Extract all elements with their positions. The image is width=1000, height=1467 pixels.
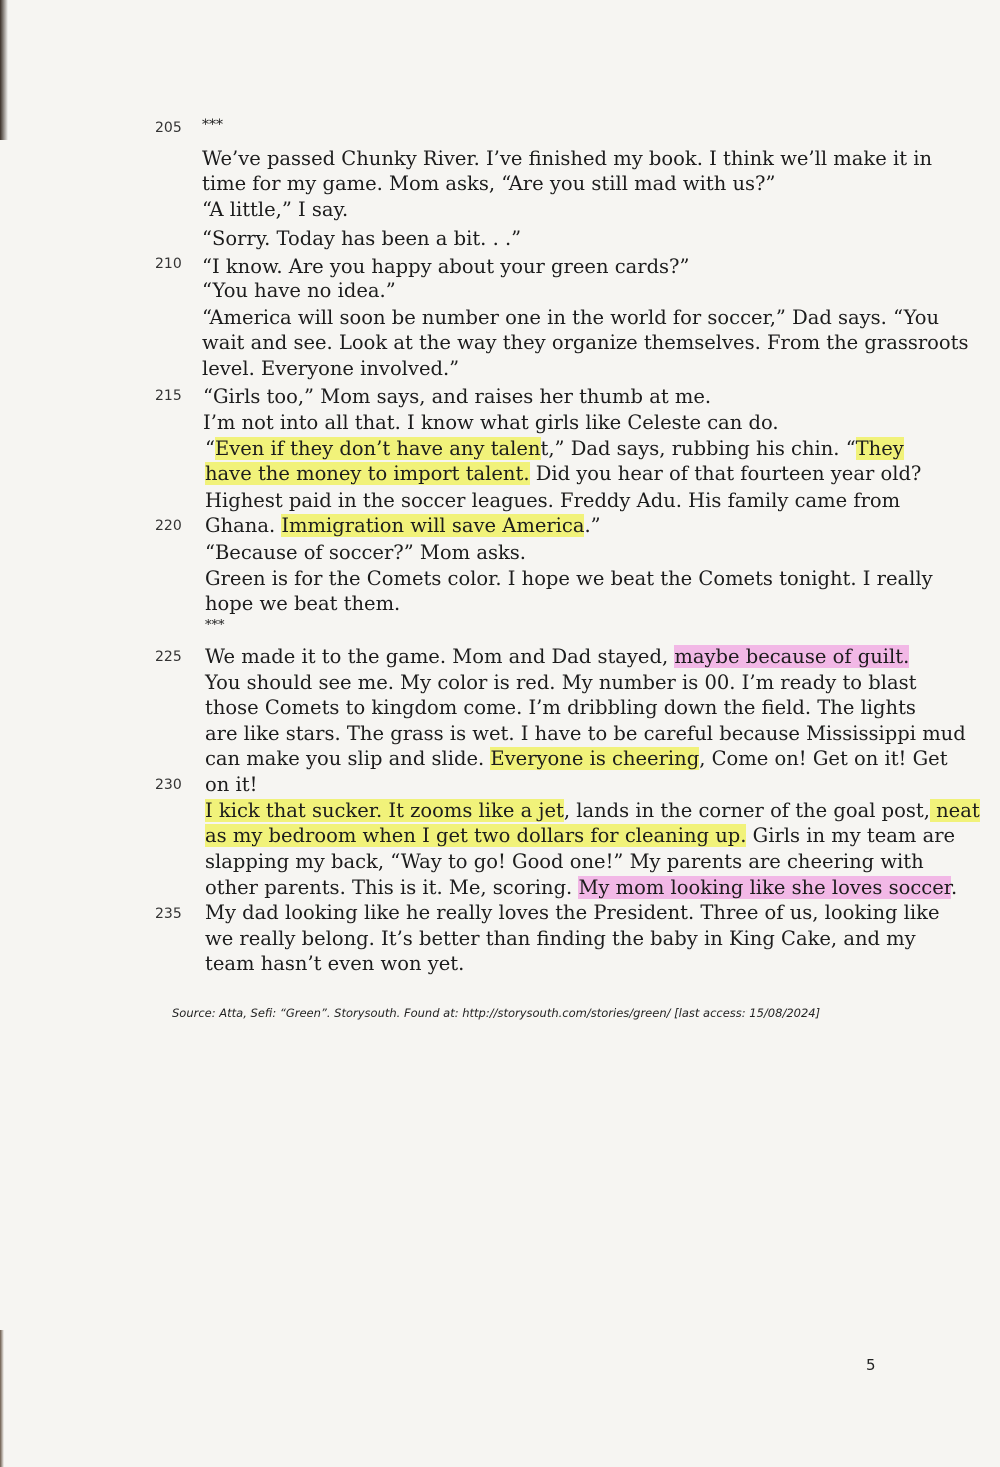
text-line: We made it to the game. Mom and Dad stayed, maybe because of guilt. xyxy=(205,645,910,668)
text-line: as my bedroom when I get two dollars for cleaning up. Girls in my team are xyxy=(205,824,956,847)
page-number: 5 xyxy=(866,1356,876,1374)
text-line: “Girls too,” Mom says, and raises her thumb at me. xyxy=(203,385,712,408)
text-line: hope we beat them. xyxy=(205,592,401,615)
line-number-225: 225 xyxy=(155,649,182,665)
text-line: “Sorry. Today has been a bit. . .” xyxy=(202,227,522,250)
text-line: “I know. Are you happy about your green cards?” xyxy=(202,255,690,278)
text-line: “You have no idea.” xyxy=(202,279,396,302)
text-line: team hasn’t even won yet. xyxy=(205,952,465,975)
text-line: time for my game. Mom asks, “Are you still mad with us?” xyxy=(202,172,776,195)
text-line: “America will soon be number one in the world for soccer,” Dad says. “You xyxy=(202,306,940,329)
section-break: *** xyxy=(202,117,223,133)
text-line: on it! xyxy=(205,773,258,796)
text-line: “Because of soccer?” Mom asks. xyxy=(205,541,526,564)
text-line: those Comets to kingdom come. I’m dribbling down the field. The lights xyxy=(205,696,916,719)
text-line: are like stars. The grass is wet. I have to be careful because Mississippi mud xyxy=(205,722,966,745)
page-binding-shadow xyxy=(0,0,8,140)
text-line: Ghana. Immigration will save America.” xyxy=(205,514,601,537)
text-line: Green is for the Comets color. I hope we beat the Comets tonight. I really xyxy=(205,567,933,590)
highlight-yellow: They xyxy=(855,437,904,460)
highlight-pink: maybe because of guilt. xyxy=(674,645,910,668)
line-number-235: 235 xyxy=(155,906,182,922)
text-line: Highest paid in the soccer leagues. Freddy Adu. His family came from xyxy=(205,489,901,512)
text-line: other parents. This is it. Me, scoring. My mom looking like she loves soccer. xyxy=(205,876,958,899)
text-line: level. Everyone involved.” xyxy=(202,357,460,380)
text-line: can make you slip and slide. Everyone is cheering, Come on! Get on it! Get xyxy=(205,747,948,770)
text-line: slapping my back, “Way to go! Good one!” My parents are cheering with xyxy=(205,850,924,873)
source-citation: Source: Atta, Sefi: “Green”. Storysouth. Found at: http://storysouth.com/stories/green/ [last access: 15/08/2024] xyxy=(172,1006,821,1020)
text-line: My dad looking like he really loves the President. Three of us, looking like xyxy=(205,901,940,924)
section-break: *** xyxy=(205,618,225,633)
line-number-205: 205 xyxy=(155,120,182,136)
text-line: we really belong. It’s better than finding the baby in King Cake, and my xyxy=(205,927,916,950)
highlight-yellow: Immigration will save America xyxy=(281,514,585,537)
highlight-yellow: neat xyxy=(929,799,980,822)
highlight-yellow: have the money to import talent. xyxy=(205,462,530,485)
line-number-220: 220 xyxy=(155,518,182,534)
text-line: You should see me. My color is red. My number is 00. I’m ready to blast xyxy=(205,671,917,694)
line-number-230: 230 xyxy=(155,777,182,793)
text-line: I’m not into all that. I know what girls like Celeste can do. xyxy=(203,411,779,434)
text-line: wait and see. Look at the way they organize themselves. From the grassroots xyxy=(202,331,969,354)
text-line: “Even if they don’t have any talent,” Dad says, rubbing his chin. “They xyxy=(205,437,904,460)
text-line: “A little,” I say. xyxy=(202,198,349,221)
highlight-yellow: Everyone is cheering xyxy=(490,747,700,770)
highlight-yellow: I kick that sucker. It zooms like a jet xyxy=(205,799,564,822)
page-binding-shadow-bottom xyxy=(0,1330,4,1467)
highlight-pink: My mom looking like she loves soccer xyxy=(578,876,951,899)
line-number-215: 215 xyxy=(155,388,182,404)
text-line: I kick that sucker. It zooms like a jet, lands in the corner of the goal post, neat xyxy=(205,799,980,822)
line-number-210: 210 xyxy=(155,256,182,272)
highlight-yellow: as my bedroom when I get two dollars for cleaning up. xyxy=(205,824,747,847)
text-line: We’ve passed Chunky River. I’ve finished my book. I think we’ll make it in xyxy=(202,147,933,170)
text-line: have the money to import talent. Did you hear of that fourteen year old? xyxy=(205,462,922,485)
highlight-yellow: Even if they don’t have any talen xyxy=(214,437,541,460)
